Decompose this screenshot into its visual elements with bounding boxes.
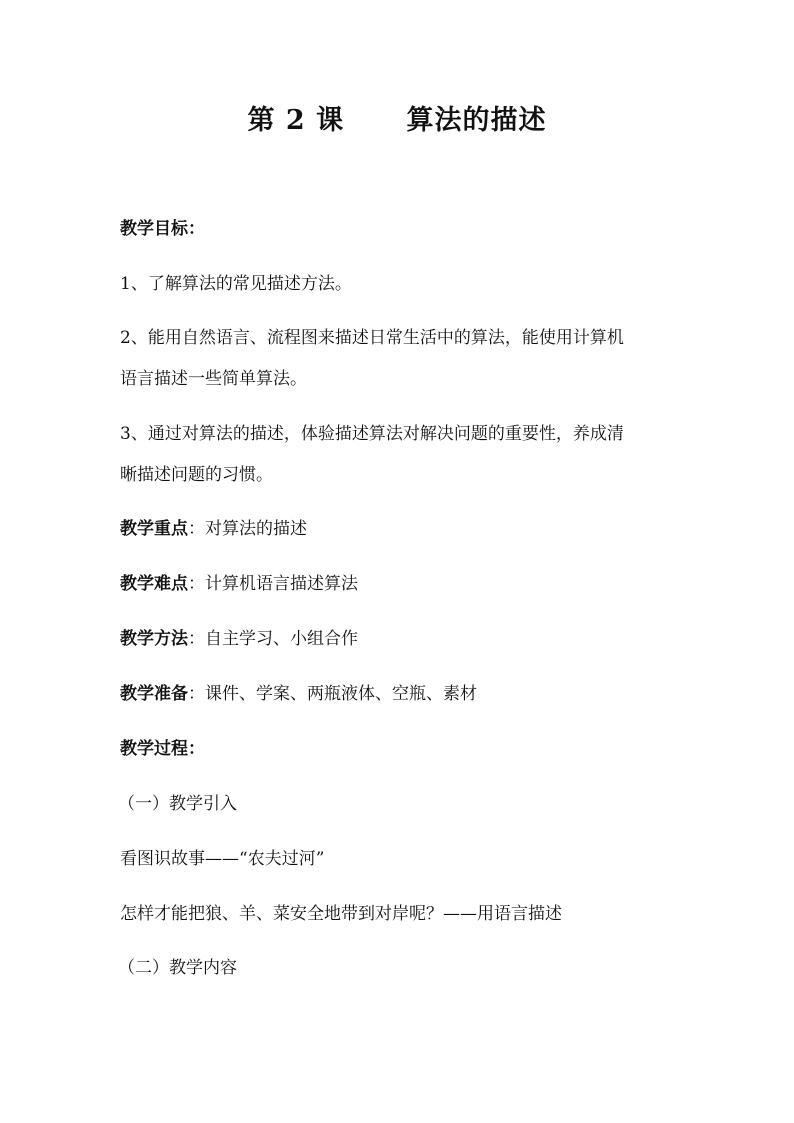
process-heading: 教学过程： <box>120 739 205 759</box>
section-2-heading: （二）教学内容 <box>118 958 237 978</box>
objective-item-2-line-1: 2、能用自然语言、流程图来描述日常生活中的算法，能使用计算机 <box>120 328 624 348</box>
preparation-row <box>120 682 700 706</box>
lesson-title: 第 2 课 算法的描述 <box>247 105 547 136</box>
question-line: 怎样才能把狼、羊、菜安全地带到对岸呢？——用语言描述 <box>120 904 562 924</box>
method-row <box>120 627 700 651</box>
key-point-row <box>120 517 700 541</box>
section-1-heading: （一）教学引入 <box>118 794 237 814</box>
method-label: 教学方法 <box>120 629 188 649</box>
difficulty-label: 教学难点 <box>120 574 188 594</box>
objective-item-2-line-2: 语言描述一些简单算法。 <box>120 369 307 389</box>
key-point-value: ：对算法的描述 <box>188 519 307 539</box>
objective-item-3-line-1: 3、通过对算法的描述，体验描述算法对解决问题的重要性，养成清 <box>120 424 624 444</box>
story-line: 看图识故事——“农夫过河” <box>120 849 325 869</box>
difficulty-value: ：计算机语言描述算法 <box>188 574 358 594</box>
objective-item-3-line-2: 晰描述问题的习惯。 <box>120 465 273 485</box>
key-point-label: 教学重点 <box>120 519 188 539</box>
difficulty-row <box>120 572 700 596</box>
objective-item-1: 1、了解算法的常见描述方法。 <box>120 274 352 294</box>
method-value: ：自主学习、小组合作 <box>188 629 358 649</box>
objectives-heading: 教学目标： <box>120 219 205 239</box>
preparation-value: ：课件、学案、两瓶液体、空瓶、素材 <box>188 684 477 704</box>
preparation-label: 教学准备 <box>120 684 188 704</box>
